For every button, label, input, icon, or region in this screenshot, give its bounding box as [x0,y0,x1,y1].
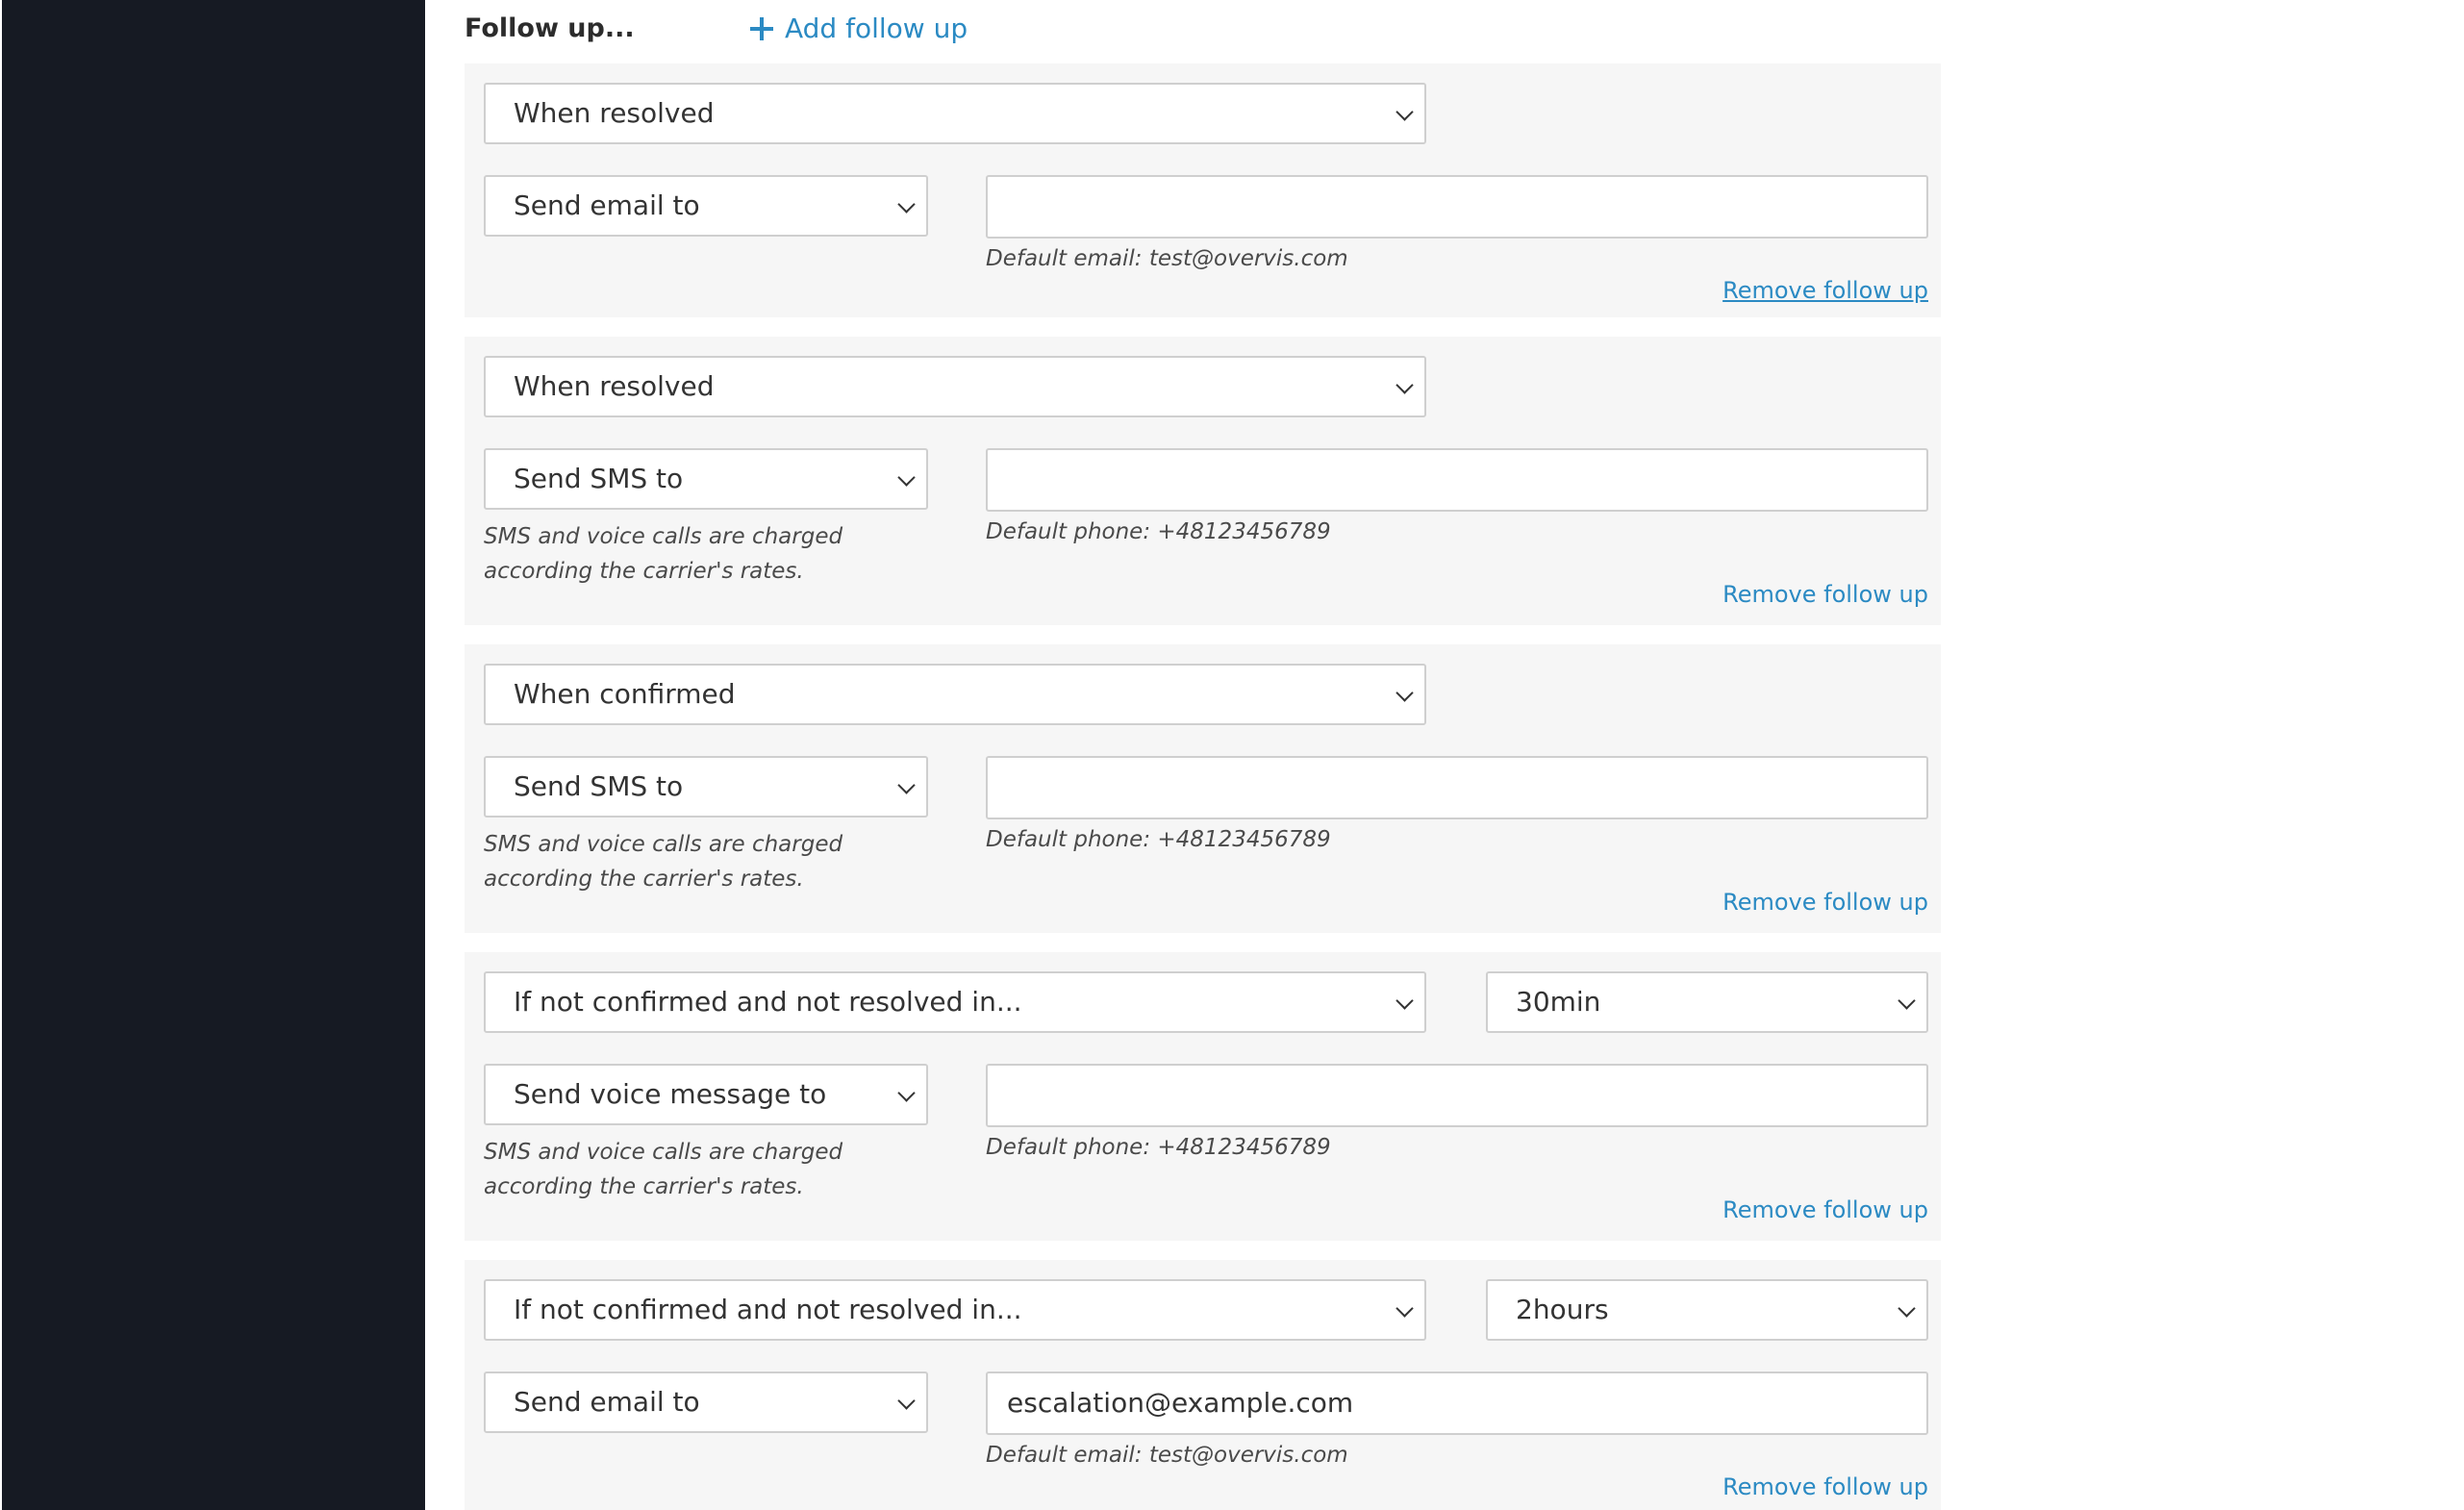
trigger-select-value: When resolved [514,370,715,402]
trigger-select-value: When resolved [514,97,715,129]
chevron-down-icon [897,468,915,486]
chevron-down-icon [897,1392,915,1409]
carrier-charge-note: SMS and voice calls are charged according the carrier's rates. [484,524,843,584]
follow-up-card [465,1260,1941,1510]
follow-up-card [465,952,1941,1241]
section-header [465,0,1941,63]
add-follow-up-button[interactable] [750,13,968,44]
follow-up-section [465,0,1941,1510]
default-recipient-hint: Default phone: +48123456789 [986,1135,1331,1160]
action-select[interactable] [484,756,928,818]
remove-follow-up-link[interactable]: Remove follow up [1722,1196,1928,1223]
chevron-down-icon [1898,992,1915,1009]
default-recipient-hint: Default email: test@overvis.com [986,1443,1348,1468]
action-select-value: Send SMS to [514,770,684,802]
chevron-down-icon [1395,992,1413,1009]
section-title: Follow up... [465,13,635,43]
plus-icon [750,17,773,40]
action-select-value: Send email to [514,1386,700,1418]
recipient-input[interactable] [986,756,1928,819]
follow-up-card [465,63,1941,317]
trigger-select[interactable] [484,971,1426,1033]
chevron-down-icon [1898,1299,1915,1317]
chevron-down-icon [1395,103,1413,120]
follow-up-card [465,337,1941,625]
chevron-down-icon [1395,1299,1413,1317]
sidebar [2,0,425,1510]
action-select[interactable] [484,175,928,237]
action-select[interactable] [484,1064,928,1125]
remove-follow-up-link[interactable]: Remove follow up [1722,581,1928,608]
recipient-input[interactable] [986,1064,1928,1127]
recipient-input[interactable] [986,448,1928,512]
action-select-value: Send voice message to [514,1078,827,1110]
trigger-select[interactable] [484,1279,1426,1341]
trigger-select[interactable] [484,664,1426,725]
action-select[interactable] [484,1372,928,1433]
chevron-down-icon [1395,684,1413,701]
remove-follow-up-link[interactable]: Remove follow up [1722,889,1928,916]
default-recipient-hint: Default phone: +48123456789 [986,827,1331,852]
action-select-value: Send email to [514,189,700,221]
trigger-select-value: When confirmed [514,678,736,710]
remove-follow-up-link[interactable]: Remove follow up [1722,1473,1928,1500]
carrier-charge-note: SMS and voice calls are charged according the carrier's rates. [484,832,843,892]
chevron-down-icon [897,195,915,213]
trigger-select[interactable] [484,83,1426,144]
delay-select[interactable] [1486,971,1928,1033]
delay-select[interactable] [1486,1279,1928,1341]
chevron-down-icon [897,1084,915,1101]
delay-select-value: 2hours [1516,1294,1609,1325]
chevron-down-icon [1395,376,1413,393]
trigger-select-value: If not confirmed and not resolved in... [514,986,1022,1018]
delay-select-value: 30min [1516,986,1601,1018]
carrier-charge-note: SMS and voice calls are charged according the carrier's rates. [484,1140,843,1199]
trigger-select[interactable] [484,356,1426,417]
recipient-input[interactable]: escalation@example.com [986,1372,1928,1435]
default-recipient-hint: Default phone: +48123456789 [986,519,1331,544]
default-recipient-hint: Default email: test@overvis.com [986,246,1348,271]
action-select-value: Send SMS to [514,463,684,494]
recipient-input[interactable] [986,175,1928,239]
chevron-down-icon [897,776,915,793]
add-follow-up-label: Add follow up [785,13,968,44]
remove-follow-up-link[interactable]: Remove follow up [1722,277,1928,304]
action-select[interactable] [484,448,928,510]
follow-up-card [465,644,1941,933]
trigger-select-value: If not confirmed and not resolved in... [514,1294,1022,1325]
